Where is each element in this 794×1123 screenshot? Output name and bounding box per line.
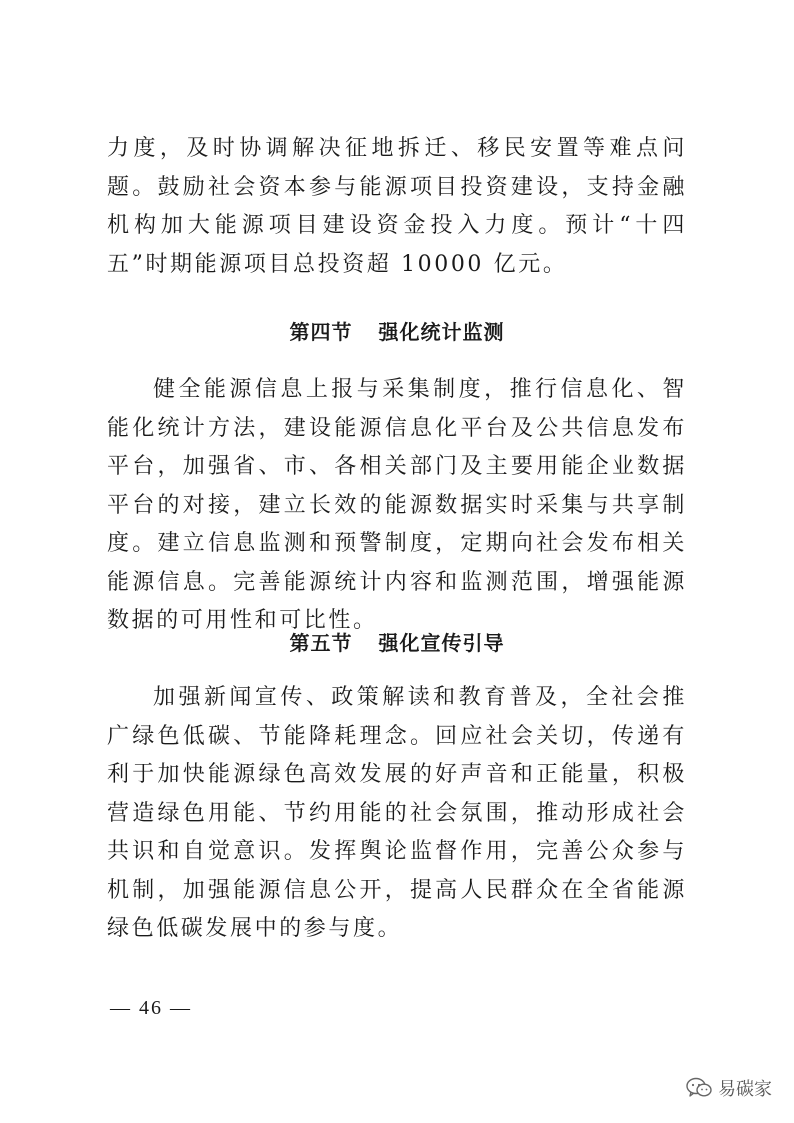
paragraph-publicity: 加强新闻宣传、政策解读和教育普及，全社会推广绿色低碳、节能降耗理念。回应社会关切，传递有利于加快能源绿色高效发展的好声音和正能量，积极营造绿色用能、节约用能的社会氛围，推动形成社会共识和自觉意识。发挥舆论监督作用，完善公众参与机制，加强能源信息公开，提高人民群众在全省能源绿色低碳发展中的参与度。 [107,685,687,941]
watermark-label: 易碳家 [718,1079,772,1100]
section-number: 第五节 [289,631,353,655]
section-heading-4 [0,316,794,345]
page-number: — 46 — [110,997,192,1019]
wechat-icon [686,1077,712,1099]
section-title: 强化宣传引导 [378,631,505,655]
section-title: 强化统计监测 [378,320,505,344]
section-heading-5 [0,627,794,656]
paragraph-statistics: 健全能源信息上报与采集制度，推行信息化、智能化统计方法，建设能源信息化平台及公共信息发布平台，加强省、市、各相关部门及主要用能企业数据平台的对接，建立长效的能源数据实时采集与共享制度。建立信息监测和预警制度，定期向社会发布相关能源信息。完善能源统计内容和监测范围，增强能源数据的可用性和可比性。 [107,377,687,633]
source-watermark [686,1075,772,1101]
section-number: 第四节 [289,320,353,344]
paragraph-investment: 力度，及时协调解决征地拆迁、移民安置等难点问题。鼓励社会资本参与能源项目投资建设，支持金融机构加大能源项目建设资金投入力度。预计“十四五”时期能源项目总投资超 10000 亿元。 [107,136,687,277]
